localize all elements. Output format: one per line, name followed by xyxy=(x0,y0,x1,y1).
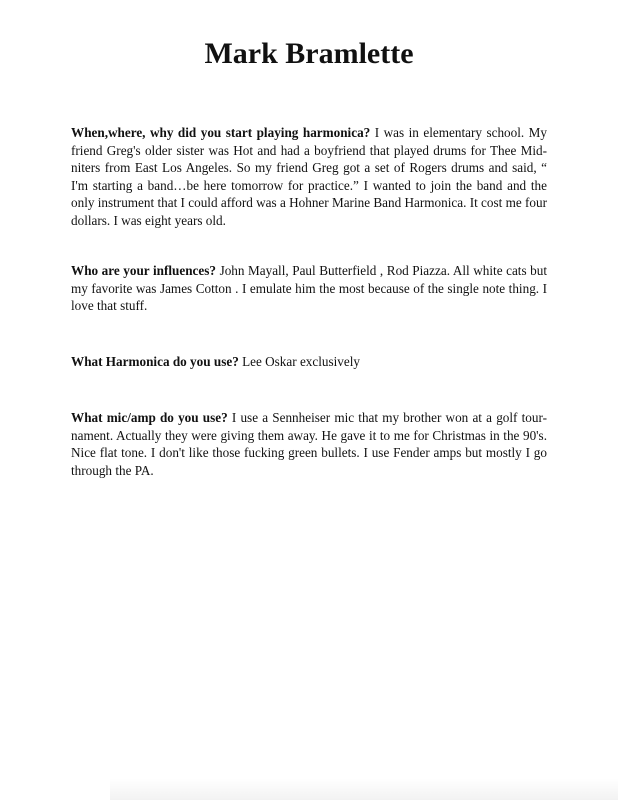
question-start: When,where, why did you start playing harmonica? xyxy=(71,125,371,140)
page-title: Mark Bramlette xyxy=(204,37,414,70)
answer-harmonica: Lee Oskar exclusively xyxy=(242,354,361,369)
qa-section-start xyxy=(71,124,547,230)
answer-mic-amp: I use a Sennheiser mic that my brother won at a golf tour-nament. Actually they were giving them away. He gave it to me for Christmas in the 90's. Nice flat tone. I don't like those fucking green bullets. I use Fender amps but mostly I go through the PA. xyxy=(71,410,547,478)
qa-section-harmonica xyxy=(71,353,547,371)
page-edge-shadow xyxy=(110,778,618,800)
question-influences: Who are your influences? xyxy=(71,263,216,278)
answer-influences: John Mayall, Paul Butterfield , Rod Piazza. All white cats but my favorite was James Cotton . I emulate him the most because of the single note thing. I love that stuff. xyxy=(71,263,548,314)
answer-start: I was in elementary school. My friend Greg's older sister was Hot and had a boyfriend that played drums for Thee Mid-niters from East Los Angeles. So my friend Greg got a set of Rogers drums and said, “ I'm starting a band…be here tomorrow for practice.” I wanted to join the band and the only instrument that I could afford was a Hohner Marine Band Harmonica. It cost me four dollars. I was eight years old. xyxy=(71,125,547,228)
qa-section-mic-amp xyxy=(71,409,547,479)
qa-section-influences xyxy=(71,262,547,315)
question-harmonica: What Harmonica do you use? xyxy=(71,354,239,369)
question-mic-amp: What mic/amp do you use? xyxy=(71,410,228,425)
